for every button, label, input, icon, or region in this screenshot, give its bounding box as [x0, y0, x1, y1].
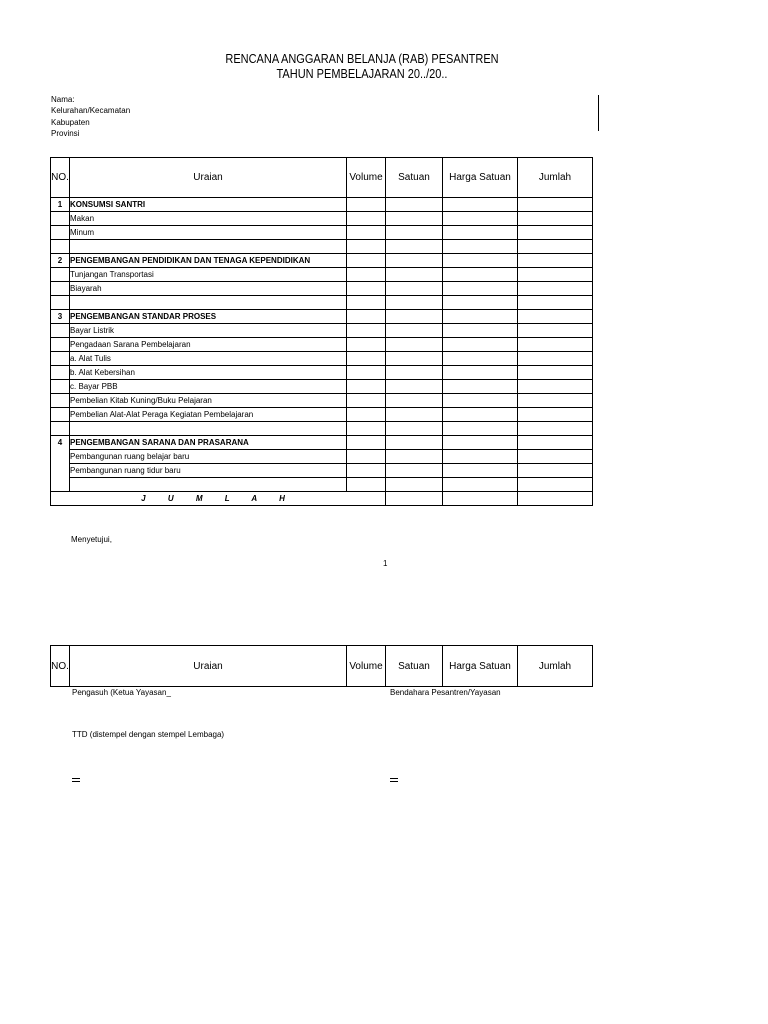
meta-field-name: Nama: — [51, 95, 75, 104]
cell-satuan — [386, 240, 443, 254]
cell-volume — [347, 240, 386, 254]
table-row — [51, 212, 593, 226]
table-row — [51, 198, 593, 212]
col-header-no: NO. — [51, 646, 70, 687]
cell-jumlah — [518, 464, 593, 478]
cell-jumlah — [518, 240, 593, 254]
cell-volume — [347, 450, 386, 464]
cell-satuan — [386, 268, 443, 282]
cell-uraian — [70, 240, 347, 254]
table-row — [51, 338, 593, 352]
cell-satuan — [386, 450, 443, 464]
col-header-uraian: Uraian — [70, 646, 347, 687]
table-row — [51, 226, 593, 240]
section-number: 2 — [51, 254, 70, 268]
table-row-blank — [51, 240, 593, 254]
signature-left-label: Pengasuh (Ketua Yayasan_ — [72, 688, 171, 697]
cell-volume — [347, 422, 386, 436]
cell-volume — [347, 464, 386, 478]
cell-no — [51, 394, 70, 408]
cell-no — [51, 380, 70, 394]
document-title-line-2: TAHUN PEMBELAJARAN 20../20.. — [276, 67, 448, 81]
col-header-satuan: Satuan — [386, 646, 443, 687]
cell-volume — [347, 338, 386, 352]
cell-volume — [347, 212, 386, 226]
table-row-blank — [51, 296, 593, 310]
cell-jumlah — [518, 324, 593, 338]
section-title: KONSUMSI SANTRI — [70, 198, 347, 212]
table-row-blank — [51, 422, 593, 436]
cell-volume — [347, 268, 386, 282]
section-number: 1 — [51, 198, 70, 212]
table-row — [51, 352, 593, 366]
table-row — [51, 268, 593, 282]
section-title: PENGEMBANGAN SARANA DAN PRASARANA — [70, 436, 347, 450]
table-row — [51, 436, 593, 450]
cell-harga-satuan — [443, 394, 518, 408]
col-header-jumlah: Jumlah — [518, 158, 593, 198]
cell-no — [51, 282, 70, 296]
cell-jumlah — [518, 436, 593, 450]
col-header-volume: Volume — [347, 158, 386, 198]
cell-no — [51, 464, 70, 478]
cell-volume — [347, 310, 386, 324]
cell-harga-satuan — [443, 366, 518, 380]
table-row — [51, 366, 593, 380]
rab-table-repeated-header — [50, 645, 593, 687]
cell-jumlah — [518, 492, 593, 506]
cell-harga-satuan — [443, 324, 518, 338]
cell-harga-satuan — [443, 436, 518, 450]
cell-no — [51, 338, 70, 352]
cell-satuan — [386, 394, 443, 408]
col-header-harga-satuan: Harga Satuan — [443, 158, 518, 198]
table-row — [51, 408, 593, 422]
meta-field-provinsi: Provinsi — [51, 129, 80, 138]
signature-right-label: Bendahara Pesantren/Yayasan — [390, 688, 501, 697]
cell-jumlah — [518, 338, 593, 352]
cell-jumlah — [518, 422, 593, 436]
section-title: PENGEMBANGAN PENDIDIKAN DAN TENAGA KEPENDIDIKAN — [70, 254, 347, 268]
cell-satuan — [386, 296, 443, 310]
cell-harga-satuan — [443, 408, 518, 422]
cell-satuan — [386, 492, 443, 506]
table-header-row — [51, 158, 593, 198]
table-total-row — [51, 492, 593, 506]
cell-harga-satuan — [443, 282, 518, 296]
cell-volume — [347, 478, 386, 492]
cell-harga-satuan — [443, 198, 518, 212]
cell-satuan — [386, 324, 443, 338]
table-row — [51, 310, 593, 324]
total-label: J U M L A H — [51, 492, 386, 506]
cell-jumlah — [518, 254, 593, 268]
section-number: 3 — [51, 310, 70, 324]
cell-harga-satuan — [443, 450, 518, 464]
cell-jumlah — [518, 352, 593, 366]
cell-harga-satuan — [443, 464, 518, 478]
cell-harga-satuan — [443, 492, 518, 506]
cell-jumlah — [518, 296, 593, 310]
cell-no — [51, 408, 70, 422]
cell-volume — [347, 226, 386, 240]
cell-jumlah — [518, 226, 593, 240]
cell-volume — [347, 296, 386, 310]
cell-uraian — [70, 478, 347, 492]
cell-jumlah — [518, 408, 593, 422]
cell-satuan — [386, 212, 443, 226]
cell-satuan — [386, 380, 443, 394]
cell-jumlah — [518, 212, 593, 226]
cell-no — [51, 226, 70, 240]
cell-harga-satuan — [443, 380, 518, 394]
cell-jumlah — [518, 282, 593, 296]
item-label: b. Alat Kebersihan — [70, 366, 347, 380]
meta-field-kelurahan: Kelurahan/Kecamatan — [51, 106, 131, 115]
table-row — [51, 394, 593, 408]
cell-no — [51, 268, 70, 282]
section-number: 4 — [51, 436, 70, 450]
cell-harga-satuan — [443, 310, 518, 324]
cell-no — [51, 352, 70, 366]
cell-uraian — [70, 422, 347, 436]
col-header-harga-satuan: Harga Satuan — [443, 646, 518, 687]
cell-volume — [347, 324, 386, 338]
cell-volume — [347, 254, 386, 268]
table-row — [51, 450, 593, 464]
item-label: Makan — [70, 212, 347, 226]
item-label: Tunjangan Transportasi — [70, 268, 347, 282]
cell-no — [51, 324, 70, 338]
cell-volume — [347, 352, 386, 366]
cell-jumlah — [518, 478, 593, 492]
col-header-uraian: Uraian — [70, 158, 347, 198]
item-label: Pembangunan ruang belajar baru — [70, 450, 347, 464]
table-row — [51, 254, 593, 268]
item-label: Bayar Listrik — [70, 324, 347, 338]
table-row — [51, 282, 593, 296]
table-row — [51, 380, 593, 394]
cell-satuan — [386, 366, 443, 380]
col-header-satuan: Satuan — [386, 158, 443, 198]
cell-jumlah — [518, 366, 593, 380]
cell-volume — [347, 436, 386, 450]
cell-jumlah — [518, 268, 593, 282]
cell-volume — [347, 380, 386, 394]
cell-no — [51, 366, 70, 380]
cell-jumlah — [518, 198, 593, 212]
item-label: a. Alat Tulis — [70, 352, 347, 366]
cell-satuan — [386, 226, 443, 240]
cell-uraian — [70, 296, 347, 310]
cell-volume — [347, 366, 386, 380]
cell-volume — [347, 394, 386, 408]
item-label: Pengadaan Sarana Pembelajaran — [70, 338, 347, 352]
cell-no — [51, 240, 70, 254]
cell-satuan — [386, 464, 443, 478]
cell-jumlah — [518, 380, 593, 394]
col-header-jumlah: Jumlah — [518, 646, 593, 687]
table-header-row — [51, 646, 593, 687]
cell-jumlah — [518, 394, 593, 408]
rab-table — [50, 157, 593, 506]
cell-no — [51, 478, 70, 492]
cell-satuan — [386, 282, 443, 296]
document-title-line-1: RENCANA ANGGARAN BELANJA (RAB) PESANTREN — [225, 52, 499, 66]
table-row — [51, 464, 593, 478]
cell-volume — [347, 198, 386, 212]
cell-harga-satuan — [443, 226, 518, 240]
section-title: PENGEMBANGAN STANDAR PROSES — [70, 310, 347, 324]
cell-volume — [347, 408, 386, 422]
signature-left-line — [72, 778, 80, 782]
signature-right-line — [390, 778, 398, 782]
col-header-no: NO. — [51, 158, 70, 198]
cell-harga-satuan — [443, 478, 518, 492]
cell-no — [51, 212, 70, 226]
stamp-note: TTD (distempel dengan stempel Lembaga) — [72, 730, 225, 739]
cell-satuan — [386, 254, 443, 268]
table-row — [51, 324, 593, 338]
cell-jumlah — [518, 310, 593, 324]
item-label: Pembangunan ruang tidur baru — [70, 464, 347, 478]
item-label: c. Bayar PBB — [70, 380, 347, 394]
cell-harga-satuan — [443, 338, 518, 352]
approval-label: Menyetujui, — [71, 535, 112, 544]
cell-no — [51, 422, 70, 436]
cell-satuan — [386, 436, 443, 450]
cell-harga-satuan — [443, 240, 518, 254]
item-label: Pembelian Kitab Kuning/Buku Pelajaran — [70, 394, 347, 408]
cell-harga-satuan — [443, 422, 518, 436]
meta-field-kabupaten: Kabupaten — [51, 118, 90, 127]
cell-volume — [347, 282, 386, 296]
cell-no — [51, 450, 70, 464]
cell-no — [51, 296, 70, 310]
cell-satuan — [386, 408, 443, 422]
cell-satuan — [386, 422, 443, 436]
cell-harga-satuan — [443, 352, 518, 366]
cell-satuan — [386, 478, 443, 492]
cell-satuan — [386, 310, 443, 324]
cell-satuan — [386, 198, 443, 212]
cell-satuan — [386, 338, 443, 352]
item-label: Biayarah — [70, 282, 347, 296]
cell-satuan — [386, 352, 443, 366]
vertical-divider — [598, 95, 599, 131]
col-header-volume: Volume — [347, 646, 386, 687]
cell-jumlah — [518, 450, 593, 464]
page-number: 1 — [383, 559, 388, 568]
item-label: Pembelian Alat-Alat Peraga Kegiatan Pembelajaran — [70, 408, 347, 422]
item-label: Minum — [70, 226, 347, 240]
cell-harga-satuan — [443, 212, 518, 226]
table-row-blank — [51, 478, 593, 492]
cell-harga-satuan — [443, 296, 518, 310]
cell-harga-satuan — [443, 268, 518, 282]
cell-harga-satuan — [443, 254, 518, 268]
